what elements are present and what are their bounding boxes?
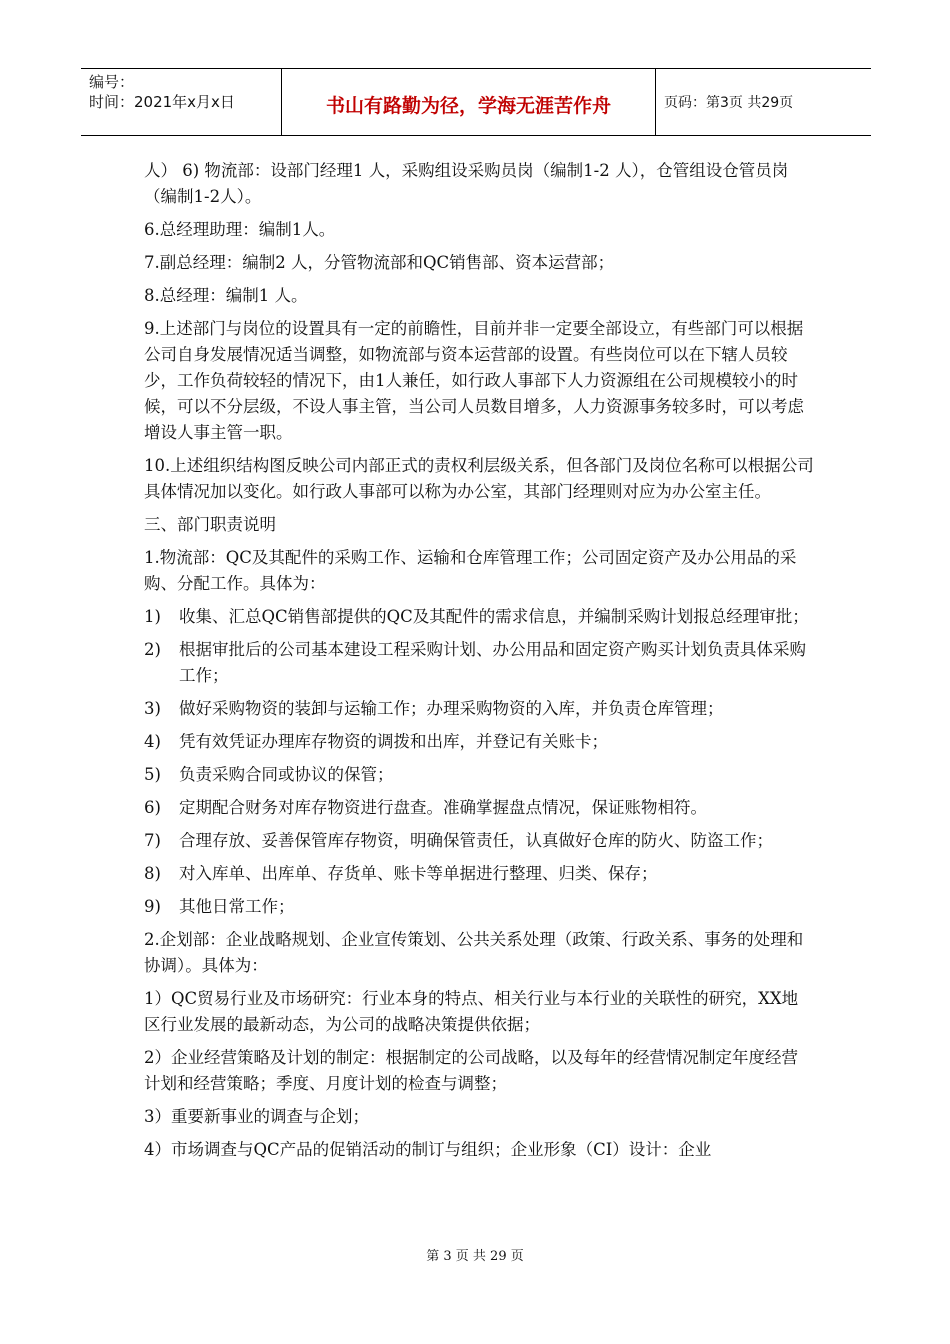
paragraph: 1）QC贸易行业及市场研究：行业本身的特点、相关行业与本行业的关联性的研究，XX地区行业发展的最新动态，为公司的战略决策提供依据； [144,989,799,1034]
paragraph: 7.副总经理：编制2 人，分管物流部和QC销售部、资本运营部； [144,253,615,272]
paragraph: 2）企业经营策略及计划的制定：根据制定的公司战略，以及每年的经营情况制定年度经营计划和经营策略；季度、月度计划的检查与调整； [144,1048,798,1093]
duty-list [144,604,814,920]
list-item [144,828,814,854]
list-item-number: 4) [144,732,161,751]
list-item [144,696,814,722]
paragraph: 1.物流部：QC及其配件的采购工作、运输和仓库管理工作；公司固定资产及办公用品的采购、分配工作。具体为： [144,548,797,593]
list-item-text: 定期配合财务对库存物资进行盘查。准确掌握盘点情况，保证账物相符。 [179,798,707,817]
list-item [144,762,814,788]
list-item [144,637,814,689]
list-item-text: 做好采购物资的装卸与运输工作；办理采购物资的入库，并负责仓库管理； [179,699,724,718]
paragraph: 2.企划部：企业战略规划、企业宣传策划、公共关系处理（政策、行政关系、事务的处理和协调）。具体为： [144,930,804,975]
paragraph: 人） 6) 物流部：设部门经理1 人，采购组设采购员岗（编制1-2 人），仓管组设仓管员岗（编制1-2人）。 [144,161,789,206]
list-item [144,894,814,920]
paragraph: 8.总经理：编制1 人。 [144,286,308,305]
list-item-number: 8) [144,864,161,883]
list-item-text: 合理存放、妥善保管库存物资，明确保管责任，认真做好仓库的防火、防盗工作； [179,831,773,850]
page-footer: 第 3 页 共 29 页 [426,1249,524,1264]
list-item-number: 5) [144,765,161,784]
list-item-number: 1) [144,607,161,626]
list-item-text: 对入库单、出库单、存货单、账卡等单据进行整理、归类、保存； [179,864,658,883]
header-motto: 书山有路勤为径，学海无涯苦作舟 [281,69,656,135]
list-item-number: 9) [144,897,161,916]
list-item [144,729,814,755]
list-item-number: 6) [144,798,161,817]
header-meta [81,69,281,135]
paragraph: 6.总经理助理：编制1人。 [144,220,336,239]
list-item-number: 2) [144,640,161,659]
section-heading: 三、部门职责说明 [144,515,276,534]
paragraph: 10.上述组织结构图反映公司内部正式的责权利层级关系，但各部门及岗位名称可以根据公司具体情况加以变化。如行政人事部可以称为办公室，其部门经理则对应为办公室主任。 [144,456,814,501]
list-item-text: 其他日常工作； [179,897,295,916]
paragraph: 9.上述部门与岗位的设置具有一定的前瞻性，目前并非一定要全部设立，有些部门可以根据公司自身发展情况适当调整，如物流部与资本运营部的设置。有些岗位可以在下辖人员较少，工作负荷较轻的情况下，由1人兼任，如行政人事部下人力资源组在公司规模较小的时候，可以不分层级，不设人事主管，当公司人员数目增多，人力资源事务较多时，可以考虑增设人事主管一职。 [144,319,804,442]
list-item-number: 3) [144,699,161,718]
list-item [144,861,814,887]
paragraph: 4）市场调查与QC产品的促销活动的制订与组织；企业形象（CI）设计：企业 [144,1140,712,1159]
header-page-info: 页码：第3页 共29页 [664,95,794,111]
paragraph: 3）重要新事业的调查与企划； [144,1107,369,1126]
document-date-label: 时间：2021年x月x日 [89,93,235,111]
list-item-text: 收集、汇总QC销售部提供的QC及其配件的需求信息，并编制采购计划报总经理审批； [179,607,809,626]
list-item-text: 凭有效凭证办理库存物资的调拨和出库，并登记有关账卡； [179,732,608,751]
list-item [144,604,814,630]
list-item [144,795,814,821]
page-header [81,68,871,136]
list-item-number: 7) [144,831,161,850]
document-body [144,158,814,1170]
document-number-label: 编号： [89,73,135,91]
list-item-text: 根据审批后的公司基本建设工程采购计划、办公用品和固定资产购买计划负责具体采购工作； [179,640,806,685]
list-item-text: 负责采购合同或协议的保管； [179,765,394,784]
